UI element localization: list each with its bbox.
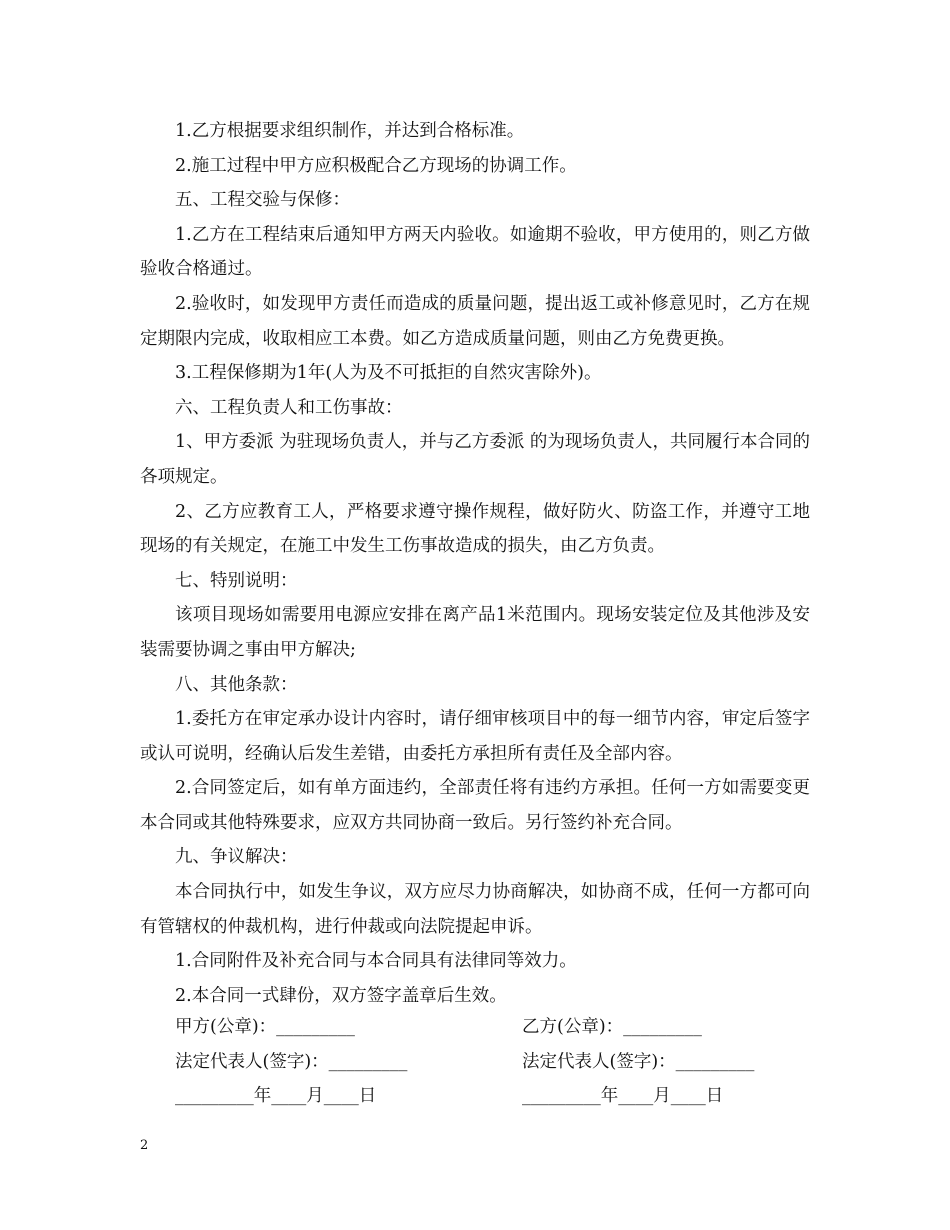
clause-item: 3.工程保修期为1年(人为及不可抵拒的自然灾害除外)。 [175, 363, 602, 384]
party-a-date-line: _________年____月____日 [175, 1086, 377, 1107]
party-a-seal-line: 甲方(公章)：_________ [175, 1017, 355, 1037]
party-b-representative-line: 法定代表人(签字)：_________ [522, 1051, 755, 1072]
clause-item: 1.乙方在工程结束后通知甲方两天内验收。如逾期不验收，甲方使用的，则乙方做验收合格通过。 [140, 224, 810, 280]
clause-item: 1.乙方根据要求组织制作，并达到合格标准。 [175, 121, 525, 141]
clause-item: 1、甲方委派 为驻现场负责人，并与乙方委派 的为现场负责人，共同履行本合同的各项规定。 [140, 432, 810, 487]
seal-row [175, 1010, 810, 1045]
clause-item: 2、乙方应教育工人，严格要求遵守操作规程，做好防火、防盗工作，并遵守工地现场的有关规定，在施工中发生工伤事故造成的损失，由乙方负责。 [140, 501, 810, 557]
representative-row [175, 1045, 810, 1080]
signature-block [175, 1010, 810, 1114]
section-heading: 七、特别说明： [175, 570, 298, 591]
party-b-date-line: _________年____月____日 [522, 1086, 724, 1107]
contract-body [140, 114, 810, 1013]
section-heading: 五、工程交验与保修： [175, 190, 350, 211]
party-b-seal-line: 乙方(公章)：_________ [522, 1017, 702, 1037]
date-row [175, 1079, 810, 1114]
section-heading: 八、其他条款： [175, 674, 298, 695]
clause-item: 1.委托方在审定承办设计内容时，请仔细审核项目中的每一细节内容，审定后签字或认可说明，经确认后发生差错，由委托方承担所有责任及全部内容。 [140, 709, 810, 764]
clause-item: 1.合同附件及补充合同与本合同具有法律同等效力。 [175, 951, 577, 972]
section-heading: 九、争议解决： [175, 847, 298, 868]
section-heading: 六、工程负责人和工伤事故： [175, 397, 403, 418]
clause-item: 该项目现场如需要用电源应安排在离产品1米范围内。现场安装定位及其他涉及安装需要协调之事由甲方解决; [140, 605, 810, 660]
clause-item: 2.验收时，如发现甲方责任而造成的质量问题，提出返工或补修意见时，乙方在规定期限内完成，收取相应工本费。如乙方造成质量问题，则由乙方免费更换。 [140, 293, 810, 349]
clause-item: 2.合同签定后，如有单方面违约，全部责任将有违约方承担。任何一方如需要变更本合同或其他特殊要求，应双方共同协商一致后。另行签约补充合同。 [140, 778, 810, 833]
clause-item: 2.施工过程中甲方应积极配合乙方现场的协调工作。 [175, 155, 577, 176]
clause-item: 2.本合同一式肆份，双方签字盖章后生效。 [175, 985, 507, 1006]
page-number: 2 [140, 1138, 149, 1153]
party-a-representative-line: 法定代表人(签字)：_________ [175, 1051, 408, 1072]
clause-item: 本合同执行中，如发生争议，双方应尽力协商解决，如协商不成，任何一方都可向有管辖权的仲裁机构，进行仲裁或向法院提起申诉。 [140, 882, 810, 937]
